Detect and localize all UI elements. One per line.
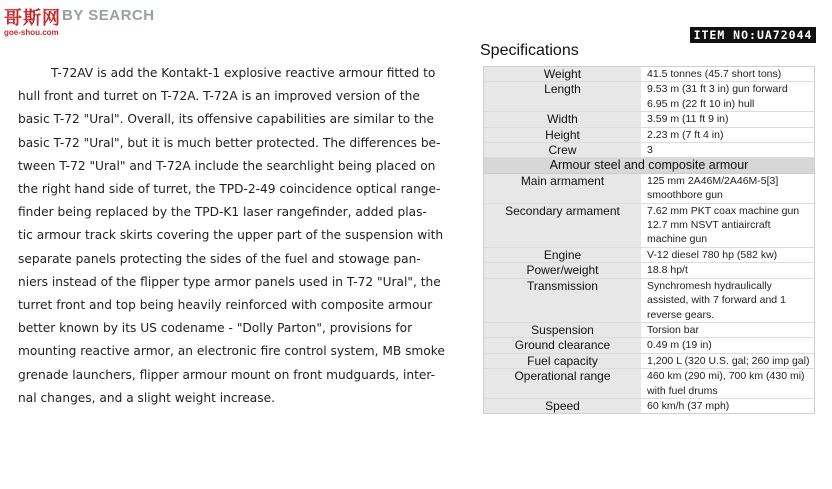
spec-row-transmission (484, 279, 814, 323)
spec-row-main-armament (484, 174, 814, 204)
spec-value-line: 12.7 mm NSVT antiaircraft (647, 219, 771, 232)
spec-value-line: Synchromesh hydraulically (647, 279, 772, 292)
spec-value-line: reverse gears. (647, 308, 715, 321)
description-line: basic T-72 "Ural", but it is much better protected. The differences be- (18, 135, 441, 150)
watermark-brand-text: BY SEARCH (62, 7, 155, 24)
spec-value (641, 369, 814, 398)
spec-value-line: 18.8 hp/t (647, 264, 688, 277)
specifications-table (483, 66, 815, 414)
spec-row-operational-range (484, 369, 814, 399)
watermark-logo (4, 4, 164, 38)
spec-label: Operational range (484, 369, 641, 398)
spec-value-line: with fuel drums (647, 384, 718, 397)
spec-value-line: machine gun (647, 233, 708, 246)
description-line: tic armour track skirts covering the upper part of the suspension with (18, 228, 444, 243)
spec-value-line: assisted, with 7 forward and 1 (647, 294, 786, 307)
description-line: the right hand side of turret, the TPD-2-49 coincidence optical range- (18, 182, 441, 197)
spec-label: Width (484, 112, 641, 126)
spec-value (641, 263, 814, 277)
description-line: niers instead of the flipper type armor panels used in T-72 "Ural", the (18, 274, 441, 289)
spec-value (641, 204, 814, 247)
description-line: mounting reactive armor, an electronic fire control system, MB smoke (18, 344, 445, 359)
spec-value-line: 0.49 m (19 in) (647, 339, 712, 352)
item-number-badge: ITEM NO:UA72044 (690, 27, 816, 43)
spec-row-suspension (484, 323, 814, 338)
spec-value-line: 7.62 mm PKT coax machine gun (647, 204, 800, 217)
spec-row-fuel-capacity (484, 354, 814, 369)
spec-value-line: 1,200 L (320 U.S. gal; 260 imp gal) (647, 354, 810, 367)
spec-label: Suspension (484, 323, 641, 337)
spec-value-line: 60 km/h (37 mph) (647, 399, 730, 412)
spec-value-line: 2.23 m (7 ft 4 in) (647, 128, 724, 141)
spec-value-line: 6.95 m (22 ft 10 in) hull (647, 97, 755, 110)
description-line: grenade launchers, flipper armour mount on front mudguards, inter- (18, 367, 435, 382)
spec-row-width (484, 112, 814, 127)
spec-label: Power/weight (484, 263, 641, 277)
spec-label: Weight (484, 67, 641, 81)
spec-value-line: 460 km (290 mi), 700 km (430 mi) (647, 370, 805, 383)
spec-value (641, 248, 814, 262)
specifications-title: Specifications (480, 42, 579, 59)
spec-value-line: 9.53 m (31 ft 3 in) gun forward (647, 83, 788, 96)
description-line: better known by its US codename - "Dolly Parton", provisions for (18, 321, 413, 336)
spec-label: Speed (484, 399, 641, 413)
spec-label: Crew (484, 143, 641, 157)
description-line: hull front and turret on T-72A. T-72A is an improved version of the (18, 89, 420, 104)
spec-value (641, 323, 814, 337)
spec-value-line: Torsion bar (647, 323, 699, 336)
spec-label: Transmission (484, 279, 641, 322)
description-line: nal changes, and a slight weight increase. (18, 390, 275, 405)
description-line: basic T-72 "Ural". Overall, its offensive capabilities are similar to the (18, 112, 435, 127)
spec-value-line: V-12 diesel 780 hp (582 kw) (647, 248, 778, 261)
spec-value (641, 112, 814, 126)
spec-value (641, 338, 814, 352)
spec-row-power-weight (484, 263, 814, 278)
spec-label: Engine (484, 248, 641, 262)
spec-value-line: smoothbore gun (647, 189, 723, 202)
description-line: tween T-72 "Ural" and T-72A include the searchlight being placed on (18, 158, 436, 173)
spec-row-crew (484, 143, 814, 158)
spec-value-line: 125 mm 2A46M/2A46M-5[3] (647, 174, 779, 187)
spec-row-height (484, 128, 814, 143)
spec-row-engine (484, 248, 814, 263)
spec-value-line: 3 (647, 144, 653, 157)
spec-value (641, 174, 814, 203)
spec-value (641, 128, 814, 142)
product-description (18, 62, 466, 410)
spec-value (641, 82, 814, 111)
spec-row-ground-clearance (484, 338, 814, 353)
spec-row-secondary-armament (484, 204, 814, 248)
description-line: T-72AV is add the Kontakt-1 explosive reactive armour fitted to (51, 66, 436, 80)
spec-value (641, 143, 814, 157)
watermark-logo-text: 哥斯网 (4, 8, 61, 29)
description-line: separate panels protecting the sides of the fuel and stowage pan- (18, 251, 421, 266)
spec-label: Ground clearance (484, 338, 641, 352)
spec-label: Secondary armament (484, 204, 641, 247)
description-line: turret front and top being heavily reinforced with composite armour (18, 298, 433, 313)
spec-value (641, 399, 814, 413)
spec-label: Fuel capacity (484, 354, 641, 368)
spec-value-line: 41.5 tonnes (45.7 short tons) (647, 68, 782, 80)
spec-row-speed (484, 399, 814, 413)
spec-value (641, 279, 814, 322)
spec-row-weight (484, 67, 814, 82)
spec-label: Length (484, 82, 641, 111)
spec-value (641, 354, 814, 368)
spec-value-line: 3.59 m (11 ft 9 in) (647, 113, 729, 126)
spec-section-armour: Armour steel and composite armour (484, 158, 814, 173)
watermark-url: goe-shou.com (4, 28, 59, 37)
spec-label: Height (484, 128, 641, 142)
spec-value (641, 67, 814, 81)
spec-label: Main armament (484, 174, 641, 203)
description-line: finder being replaced by the TPD-K1 laser rangefinder, added plas- (18, 205, 427, 220)
spec-row-length (484, 82, 814, 112)
description-paragraph (18, 62, 466, 410)
